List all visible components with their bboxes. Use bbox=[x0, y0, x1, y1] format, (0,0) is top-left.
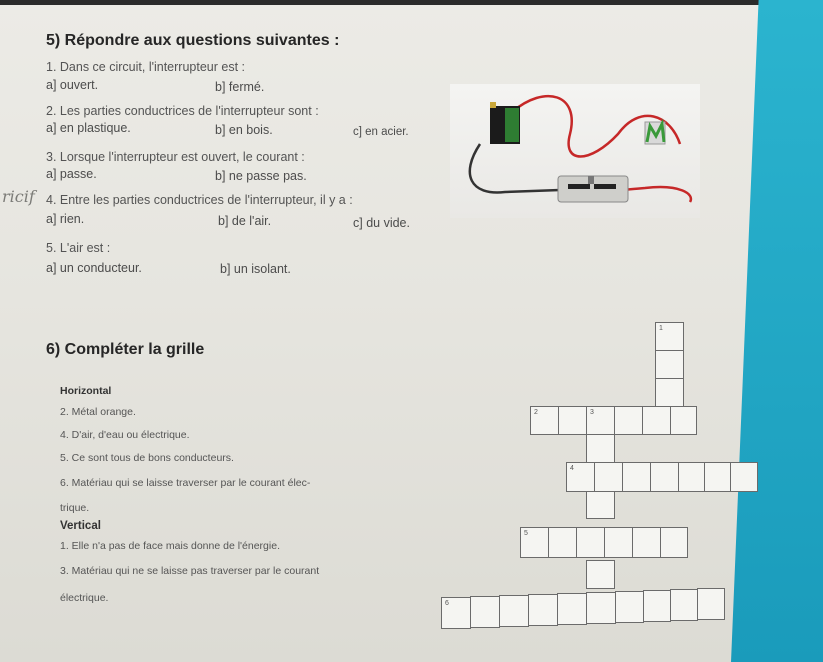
clue-number: 1 bbox=[659, 325, 663, 332]
q2-option-c: c] en acier. bbox=[353, 126, 409, 138]
black-wire bbox=[470, 144, 560, 192]
crossword-cell[interactable] bbox=[655, 322, 684, 351]
crossword-cell[interactable] bbox=[586, 434, 615, 463]
clue-h4: 4. D'air, d'eau ou électrique. bbox=[60, 429, 190, 441]
q3-option-b: b] ne passe pas. bbox=[215, 169, 307, 183]
crossword-cell[interactable] bbox=[678, 462, 705, 492]
q3-text: 3. Lorsque l'interrupteur est ouvert, le courant : bbox=[46, 150, 305, 164]
crossword-cell[interactable] bbox=[632, 527, 661, 558]
crossword-cell[interactable] bbox=[586, 560, 615, 589]
crossword-cell[interactable] bbox=[586, 406, 615, 435]
top-edge bbox=[0, 0, 823, 5]
clue-v3-line1: 3. Matériau qui ne se laisse pas traverser par le courant bbox=[60, 565, 320, 577]
crossword-cell[interactable] bbox=[730, 462, 758, 492]
switch-contact-1 bbox=[568, 184, 590, 189]
clue-v3-line2: électrique. bbox=[60, 592, 109, 604]
blue-background bbox=[731, 0, 823, 662]
q5-option-a: a] un conducteur. bbox=[46, 261, 142, 275]
q4-text: 4. Entre les parties conductrices de l'interrupteur, il y a : bbox=[46, 193, 353, 207]
vertical-heading: Vertical bbox=[60, 520, 101, 532]
crossword-cell[interactable] bbox=[655, 378, 684, 407]
crossword-cell[interactable] bbox=[499, 595, 529, 627]
crossword-cell[interactable] bbox=[697, 588, 725, 620]
q2-option-b: b] en bois. bbox=[215, 123, 273, 137]
crossword-cell[interactable] bbox=[557, 593, 587, 625]
horizontal-heading: Horizontal bbox=[60, 385, 112, 397]
q4-option-a: a] rien. bbox=[46, 212, 85, 226]
crossword-cell[interactable] bbox=[650, 462, 679, 492]
clue-h6-line1: 6. Matériau qui se laisse traverser par le courant élec- bbox=[60, 477, 311, 489]
clue-number: 6 bbox=[445, 600, 449, 607]
q1-option-b: b] fermé. bbox=[215, 80, 265, 94]
clue-h5: 5. Ce sont tous de bons conducteurs. bbox=[60, 452, 234, 464]
crossword-cell[interactable] bbox=[470, 596, 500, 628]
crossword-cell[interactable] bbox=[586, 490, 615, 519]
crossword-cell[interactable] bbox=[594, 462, 623, 492]
crossword-cell[interactable] bbox=[558, 406, 587, 435]
clue-number: 5 bbox=[524, 530, 528, 537]
clue-v1: 1. Elle n'a pas de face mais donne de l'énergie. bbox=[60, 540, 280, 552]
crossword-cell[interactable] bbox=[704, 462, 731, 492]
clue-h2: 2. Métal orange. bbox=[60, 406, 136, 418]
q1-text: 1. Dans ce circuit, l'interrupteur est : bbox=[46, 60, 245, 74]
q4-option-c: c] du vide. bbox=[353, 216, 410, 230]
circuit-photo bbox=[450, 84, 700, 218]
section6-title: 6) Compléter la grille bbox=[46, 341, 205, 358]
circuit-illustration bbox=[450, 84, 700, 218]
crossword-cell[interactable] bbox=[566, 462, 595, 492]
crossword-cell[interactable] bbox=[576, 527, 605, 558]
crossword-cell[interactable] bbox=[643, 590, 671, 622]
crossword-cell[interactable] bbox=[670, 589, 698, 621]
clue-number: 3 bbox=[590, 409, 594, 416]
clue-number: 4 bbox=[570, 465, 574, 472]
q4-option-b: b] de l'air. bbox=[218, 214, 272, 228]
clue-h6-line2: trique. bbox=[60, 502, 90, 514]
crossword-cell[interactable] bbox=[622, 462, 651, 492]
switch-lever bbox=[588, 176, 594, 184]
crossword-cell[interactable] bbox=[530, 406, 559, 435]
clue-number: 2 bbox=[534, 409, 538, 416]
battery-terminal bbox=[490, 102, 496, 108]
crossword-cell[interactable] bbox=[441, 597, 471, 629]
q2-option-a: a] en plastique. bbox=[46, 121, 131, 135]
crossword-cell[interactable] bbox=[614, 406, 643, 435]
crossword-cell[interactable] bbox=[642, 406, 671, 435]
section5-title: 5) Répondre aux questions suivantes : bbox=[46, 32, 340, 49]
q5-option-b: b] un isolant. bbox=[220, 262, 291, 276]
q5-text: 5. L'air est : bbox=[46, 241, 111, 255]
q3-option-a: a] passe. bbox=[46, 167, 97, 181]
crossword-cell[interactable] bbox=[615, 591, 644, 623]
crossword-cell[interactable] bbox=[528, 594, 558, 626]
crossword-cell[interactable] bbox=[520, 527, 549, 558]
crossword-cell[interactable] bbox=[660, 527, 688, 558]
crossword-cell[interactable] bbox=[548, 527, 577, 558]
battery-label bbox=[505, 108, 519, 142]
q2-text: 2. Les parties conductrices de l'interrupteur sont : bbox=[46, 104, 319, 118]
q1-option-a: a] ouvert. bbox=[46, 78, 99, 92]
switch-contact-2 bbox=[594, 184, 616, 189]
crossword-cell[interactable] bbox=[655, 350, 684, 379]
handwritten-margin-note: ricif bbox=[2, 187, 35, 206]
crossword-cell[interactable] bbox=[670, 406, 697, 435]
crossword-cell[interactable] bbox=[586, 592, 616, 624]
crossword-cell[interactable] bbox=[604, 527, 633, 558]
